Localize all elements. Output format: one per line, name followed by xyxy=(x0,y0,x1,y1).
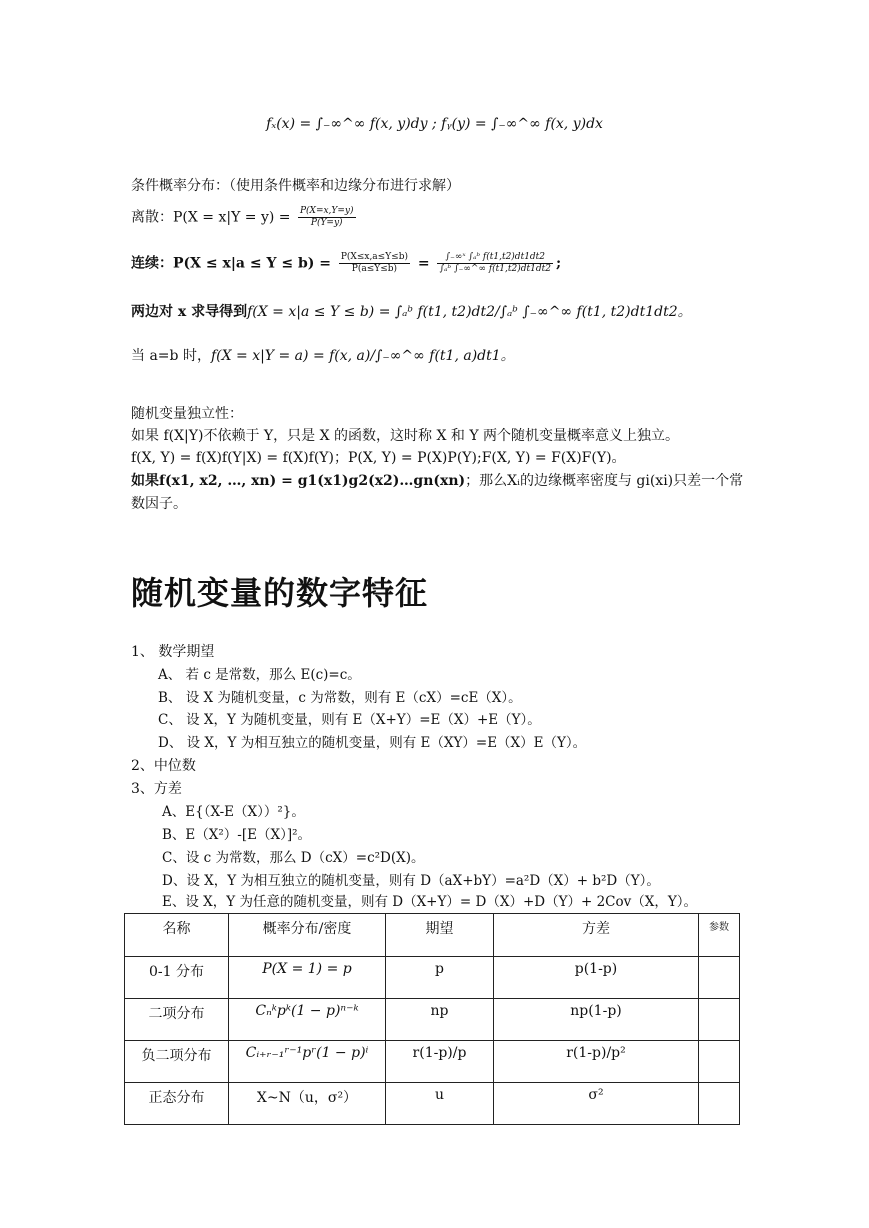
variance-item-a: A、E{（X-E（X））²}。 xyxy=(162,804,305,820)
expectation-item-b: B、 设 X 为随机变量，c 为常数，则有 E（cX）=cE（X）。 xyxy=(158,690,522,706)
table-cell: r(1-p)/p xyxy=(386,1041,494,1083)
continuous-conditional-line xyxy=(131,252,561,275)
discrete-numerator: P(X=x,Y=y) xyxy=(299,206,354,216)
distribution-table xyxy=(124,913,740,1125)
continuous-lhs: P(X ≤ x|a ≤ Y ≤ b) = xyxy=(173,255,336,272)
derivative-formula: f(X = x|a ≤ Y ≤ b) = ∫ₐᵇ f(t1, t2)dt2/∫ₐᵇ ∫₋∞^∞ f(t1, t2)dt1dt2。 xyxy=(247,304,692,320)
table-cell: 0-1 分布 xyxy=(125,957,229,999)
table-cell: σ² xyxy=(494,1083,699,1125)
table-cell: 负二项分布 xyxy=(125,1041,229,1083)
expectation-title: 1、 数学期望 xyxy=(131,644,215,660)
header-name: 名称 xyxy=(125,914,229,957)
table-cell xyxy=(699,957,740,999)
header-distribution: 概率分布/密度 xyxy=(229,914,386,957)
discrete-label: 离散： xyxy=(131,209,173,226)
continuous-numerator-1: P(X≤x,a≤Y≤b) xyxy=(340,252,408,262)
discrete-denominator: P(Y=y) xyxy=(310,218,343,228)
variance-item-d: D、设 X，Y 为相互独立的随机变量，则有 D（aX+bY）=a²D（X）+ b²D（Y）。 xyxy=(162,873,660,889)
variance-item-e: E、设 X，Y 为任意的随机变量，则有 D（X+Y）= D（X）+D（Y）+ 2Cov（X，Y）。 xyxy=(162,894,698,910)
expectation-item-c: C、 设 X，Y 为随机变量，则有 E（X+Y）=E（X）+E（Y）。 xyxy=(158,712,541,728)
independence-line-4: 数因子。 xyxy=(131,496,187,512)
independence-line-3 xyxy=(131,471,743,491)
continuous-denominator-2: ∫ₐᵇ ∫₋∞^∞ f(t1,t2)dt1dt2 xyxy=(439,264,551,274)
table-header-row xyxy=(125,914,740,957)
section-heading: 随机变量的数字特征 xyxy=(131,574,429,612)
continuous-numerator-2: ∫₋∞ˣ ∫ₐᵇ f(t1,t2)dt1dt2 xyxy=(437,252,552,264)
a-equals-b-line xyxy=(131,346,515,366)
table-cell: r(1-p)/p² xyxy=(494,1041,699,1083)
discrete-fraction xyxy=(298,206,356,229)
independence-line-3-rest: ；那么Xᵢ的边缘概率密度与 gi(xi)只差一个常 xyxy=(465,473,744,489)
table-cell: u xyxy=(386,1083,494,1125)
variance-item-b: B、E（X²）-[E（X）]²。 xyxy=(162,827,312,843)
variance-title: 3、方差 xyxy=(131,781,182,797)
independence-line-1: 如果 f(X|Y)不依赖于 Y，只是 X 的函数，这时称 X 和 Y 两个随机变量概率意义上独立。 xyxy=(131,428,680,444)
continuous-label: 连续： xyxy=(131,255,173,272)
header-expectation: 期望 xyxy=(386,914,494,957)
discrete-conditional-line xyxy=(131,206,359,229)
table-cell: P(X = 1) = p xyxy=(229,957,386,999)
expectation-item-a: A、 若 c 是常数，那么 E(c)=c。 xyxy=(158,667,361,683)
continuous-denominator-1: P(a≤Y≤b) xyxy=(351,264,398,274)
independence-line-3-bold: 如果f(x1, x2, …, xn) = g1(x1)g2(x2)…gn(xn) xyxy=(131,473,466,489)
a-equals-b-formula: f(X = x|Y = a) = f(x, a)/∫₋∞^∞ f(t1, a)dt1。 xyxy=(210,348,515,364)
table-cell: p xyxy=(386,957,494,999)
median-title: 2、中位数 xyxy=(131,758,196,774)
marginal-density-formula: fₓ(x) = ∫₋∞^∞ f(x, y)dy ; fᵧ(y) = ∫₋∞^∞ f(x, y)dx xyxy=(266,116,603,132)
independence-title: 随机变量独立性： xyxy=(131,406,243,422)
table-cell: Cᵢ₊ᵣ₋₁ʳ⁻¹pʳ(1 − p)ⁱ xyxy=(229,1041,386,1083)
continuous-end: ; xyxy=(555,255,562,272)
table-cell: np(1-p) xyxy=(494,999,699,1041)
discrete-lhs: P(X = x|Y = y) = xyxy=(173,209,295,226)
table-cell: np xyxy=(386,999,494,1041)
table-cell: Cₙᵏpᵏ(1 − p)ⁿ⁻ᵏ xyxy=(229,999,386,1041)
derivative-line xyxy=(131,302,692,322)
table-cell: 二项分布 xyxy=(125,999,229,1041)
a-equals-b-label: 当 a=b 时， xyxy=(131,348,211,364)
independence-line-2: f(X, Y) = f(X)f(Y|X) = f(X)f(Y)；P(X, Y) = P(X)P(Y);F(X, Y) = F(X)F(Y)。 xyxy=(131,450,626,466)
expectation-item-d: D、 设 X，Y 为相互独立的随机变量，则有 E（XY）=E（X）E（Y）。 xyxy=(158,735,587,751)
continuous-fraction-1 xyxy=(339,252,410,275)
table-row xyxy=(125,957,740,999)
continuous-fraction-2 xyxy=(437,252,552,275)
header-parameter: 参数 xyxy=(699,914,740,957)
table-cell: 正态分布 xyxy=(125,1083,229,1125)
derivative-label: 两边对 x 求导得到 xyxy=(131,304,248,320)
conditional-distribution-title: 条件概率分布：（使用条件概率和边缘分布进行求解） xyxy=(131,178,460,194)
table-row xyxy=(125,1041,740,1083)
table-cell xyxy=(699,999,740,1041)
table-cell: X~N（u，σ²） xyxy=(229,1083,386,1125)
table-row xyxy=(125,1083,740,1125)
variance-item-c: C、设 c 为常数，那么 D（cX）=c²D(X)。 xyxy=(162,850,425,866)
header-variance: 方差 xyxy=(494,914,699,957)
table-cell xyxy=(699,1083,740,1125)
table-row xyxy=(125,999,740,1041)
table-cell: p(1-p) xyxy=(494,957,699,999)
continuous-eq: = xyxy=(412,255,435,272)
table-cell xyxy=(699,1041,740,1083)
